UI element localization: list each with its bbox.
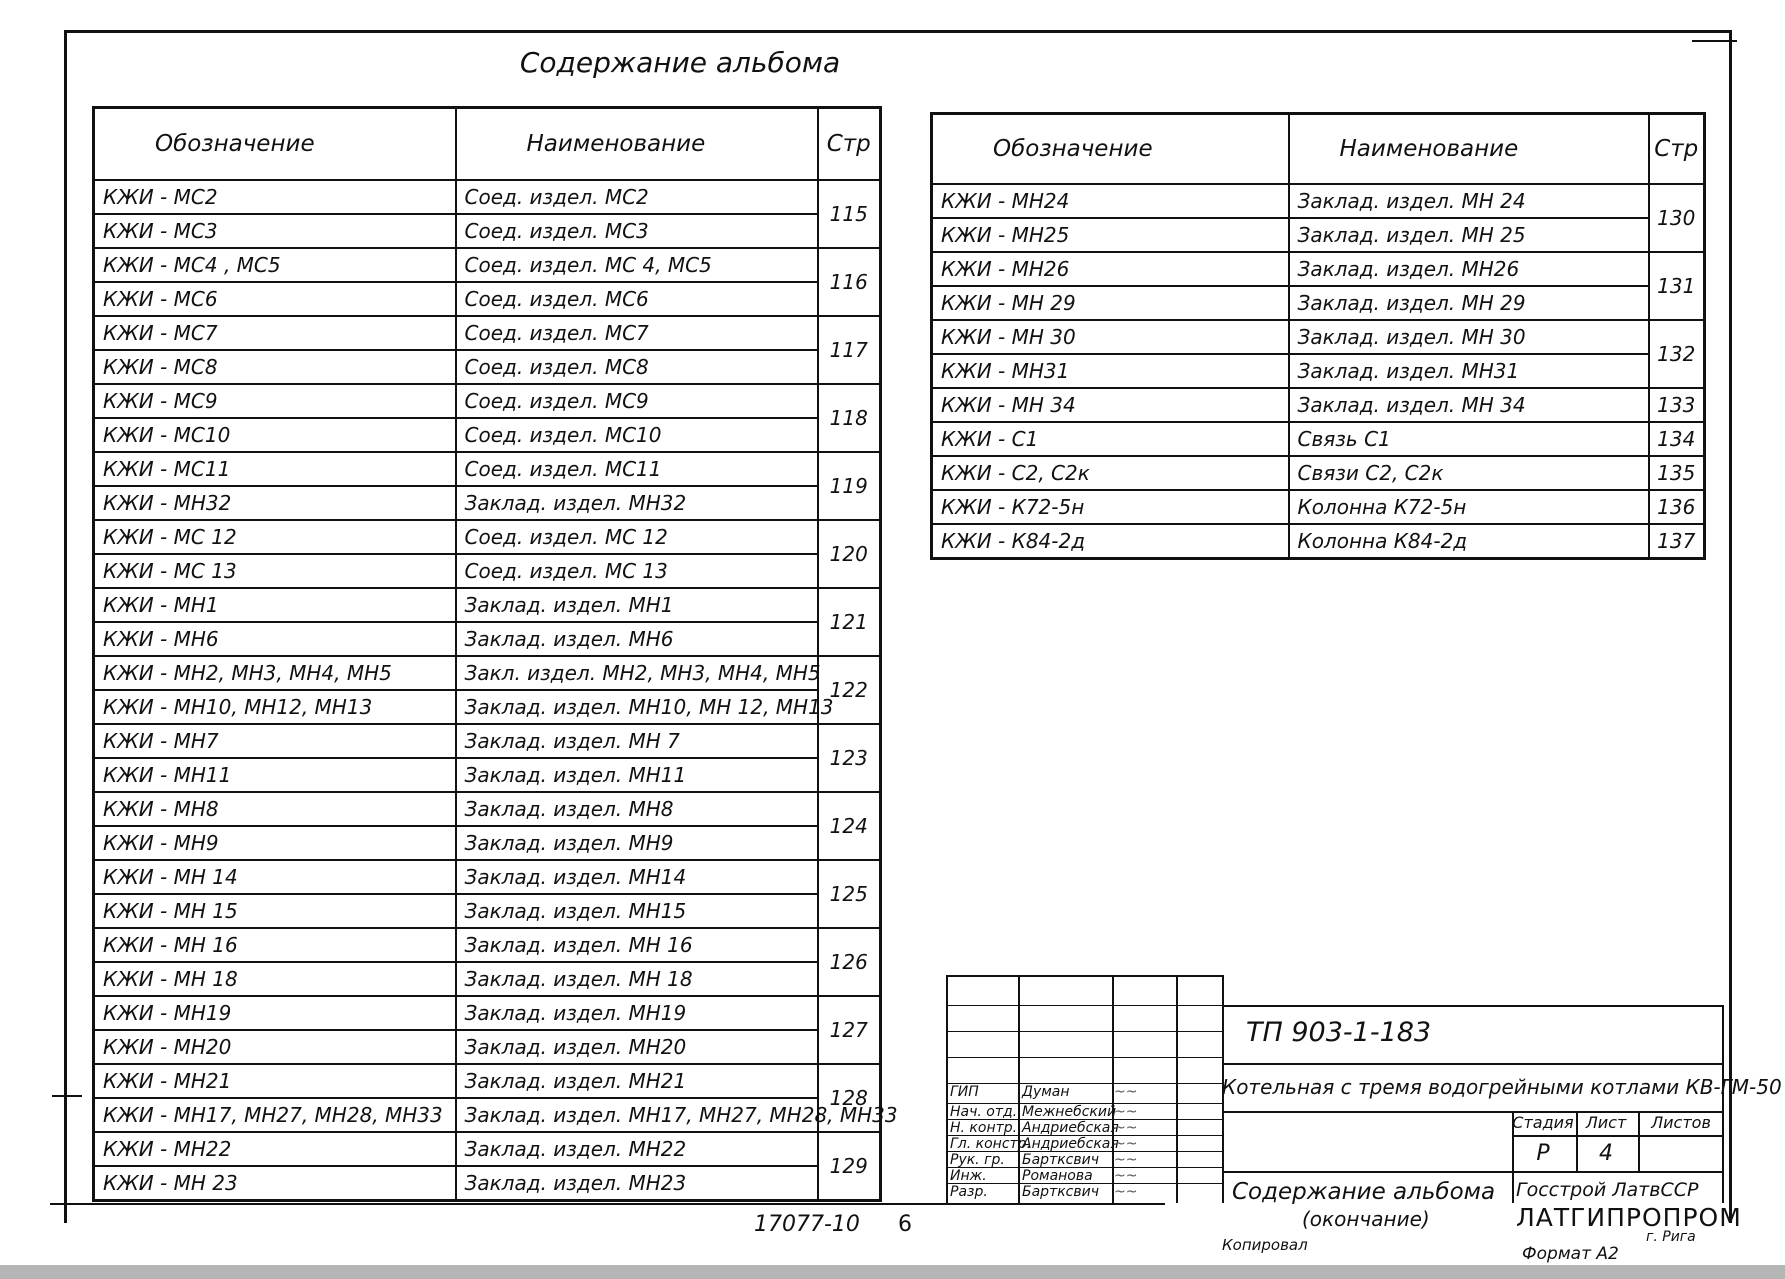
table-row xyxy=(94,1064,881,1098)
row-designation: КЖИ - МН 29 xyxy=(932,286,1289,320)
row-designation: КЖИ - К72-5н xyxy=(932,490,1289,524)
row-designation: КЖИ - МН9 xyxy=(94,826,456,860)
row-name: Соед. издел. МС7 xyxy=(456,316,818,350)
row-designation: КЖИ - МН8 xyxy=(94,792,456,826)
row-designation: КЖИ - МН 34 xyxy=(932,388,1289,422)
row-designation: КЖИ - МС6 xyxy=(94,282,456,316)
row-designation: КЖИ - МН1 xyxy=(94,588,456,622)
row-name: Заклад. издел. МН17, МН27, МН28, МН33 xyxy=(456,1098,818,1132)
stage-value: Р xyxy=(1536,1141,1550,1166)
table-row xyxy=(94,894,881,928)
staff-role: ГИП xyxy=(950,1084,979,1100)
row-designation: КЖИ - МС3 xyxy=(94,214,456,248)
row-name: Заклад. издел. МН15 xyxy=(456,894,818,928)
project-name: Котельная с тремя водогрейными котлами КВ-ГМ-50 xyxy=(1222,1075,1782,1099)
row-page: 129 xyxy=(818,1132,881,1201)
row-name: Связь С1 xyxy=(1289,422,1649,456)
signature-scribble: ~~ xyxy=(1114,1084,1138,1100)
scan-edge-band xyxy=(0,1265,1785,1279)
row-designation: КЖИ - МН26 xyxy=(932,252,1289,286)
row-page: 117 xyxy=(818,316,881,384)
row-name: Колонна К72-5н xyxy=(1289,490,1649,524)
staff-person: Бартксвич xyxy=(1022,1152,1099,1168)
table-row xyxy=(94,962,881,996)
table-row xyxy=(94,384,881,418)
row-name: Соед. издел. МС 12 xyxy=(456,520,818,554)
row-designation: КЖИ - МН 23 xyxy=(94,1166,456,1201)
row-designation: КЖИ - МН20 xyxy=(94,1030,456,1064)
row-designation: КЖИ - МН7 xyxy=(94,724,456,758)
header-page: Стр xyxy=(1649,114,1705,185)
table-row xyxy=(94,860,881,894)
table-row xyxy=(932,184,1705,218)
row-page: 130 xyxy=(1649,184,1705,252)
staff-role: Инж. xyxy=(950,1168,987,1184)
table-row xyxy=(932,354,1705,388)
row-designation: КЖИ - МС10 xyxy=(94,418,456,452)
document-subtitle: (окончание) xyxy=(1302,1207,1430,1231)
row-name: Заклад. издел. МН31 xyxy=(1289,354,1649,388)
title-block xyxy=(946,975,1782,1203)
row-designation: КЖИ - МН22 xyxy=(94,1132,456,1166)
album-sheet-number: 6 xyxy=(898,1212,912,1237)
row-page: 136 xyxy=(1649,490,1705,524)
page-title: Содержание альбома xyxy=(519,46,841,79)
signature-scribble: ~~ xyxy=(1114,1168,1138,1184)
header-designation: Обозначение xyxy=(94,108,456,181)
row-designation: КЖИ - МН6 xyxy=(94,622,456,656)
margin-tick-left xyxy=(52,1095,82,1097)
row-name: Заклад. издел. МН19 xyxy=(456,996,818,1030)
row-name: Соед. издел. МС9 xyxy=(456,384,818,418)
header-designation: Обозначение xyxy=(932,114,1289,185)
staff-role: Рук. гр. xyxy=(950,1152,1005,1168)
sheet-value: 4 xyxy=(1599,1141,1613,1166)
row-designation: КЖИ - МС 13 xyxy=(94,554,456,588)
row-name: Соед. издел. МС 13 xyxy=(456,554,818,588)
row-page: 127 xyxy=(818,996,881,1064)
header-page: Стр xyxy=(818,108,881,181)
row-name: Заклад. издел. МН 29 xyxy=(1289,286,1649,320)
table-row xyxy=(932,490,1705,524)
row-name: Заклад. издел. МН23 xyxy=(456,1166,818,1201)
table-row xyxy=(94,418,881,452)
frame-bottom-rule xyxy=(50,1203,1165,1205)
table-row xyxy=(932,252,1705,286)
header-name: Наименование xyxy=(456,108,818,181)
row-page: 121 xyxy=(818,588,881,656)
row-name: Заклад. издел. МН 25 xyxy=(1289,218,1649,252)
table-row xyxy=(94,792,881,826)
table-header-row xyxy=(94,108,881,181)
table-row xyxy=(94,452,881,486)
table-row xyxy=(94,690,881,724)
staff-role: Нач. отд. xyxy=(950,1104,1018,1120)
row-designation: КЖИ - МН 14 xyxy=(94,860,456,894)
row-name: Соед. издел. МС8 xyxy=(456,350,818,384)
table-row xyxy=(94,1132,881,1166)
row-page: 123 xyxy=(818,724,881,792)
table-row xyxy=(932,218,1705,252)
row-page: 132 xyxy=(1649,320,1705,388)
row-designation: КЖИ - К84-2д xyxy=(932,524,1289,559)
row-name: Заклад. издел. МН11 xyxy=(456,758,818,792)
document-title: Содержание альбома xyxy=(1232,1179,1496,1205)
table-row xyxy=(94,282,881,316)
staff-person: Романова xyxy=(1022,1168,1093,1184)
row-page: 137 xyxy=(1649,524,1705,559)
staff-person: Бартксвич xyxy=(1022,1184,1099,1200)
row-name: Заклад. издел. МН21 xyxy=(456,1064,818,1098)
table-row xyxy=(932,286,1705,320)
row-designation: КЖИ - МН 15 xyxy=(94,894,456,928)
row-name: Заклад. издел. МН14 xyxy=(456,860,818,894)
row-name: Заклад. издел. МН22 xyxy=(456,1132,818,1166)
row-designation: КЖИ - МН21 xyxy=(94,1064,456,1098)
table-row xyxy=(94,996,881,1030)
table-row xyxy=(94,758,881,792)
sheets-label: Листов xyxy=(1651,1113,1711,1132)
row-name: Заклад. издел. МН8 xyxy=(456,792,818,826)
staff-person: Думан xyxy=(1022,1084,1070,1100)
row-designation: КЖИ - МН 18 xyxy=(94,962,456,996)
row-name: Заклад. издел. МН1 xyxy=(456,588,818,622)
row-page: 135 xyxy=(1649,456,1705,490)
table-row xyxy=(94,724,881,758)
signature-scribble: ~~ xyxy=(1114,1152,1138,1168)
row-name: Заклад. издел. МН26 xyxy=(1289,252,1649,286)
row-name: Колонна К84-2д xyxy=(1289,524,1649,559)
row-designation: КЖИ - МН24 xyxy=(932,184,1289,218)
staff-role: Н. контр. xyxy=(950,1120,1018,1136)
row-designation: КЖИ - С2, С2к xyxy=(932,456,1289,490)
table-row xyxy=(94,656,881,690)
row-name: Заклад. издел. МН 7 xyxy=(456,724,818,758)
row-name: Заклад. издел. МН 34 xyxy=(1289,388,1649,422)
table-row xyxy=(94,316,881,350)
row-name: Соед. издел. МС2 xyxy=(456,180,818,214)
table-row xyxy=(94,1030,881,1064)
contents-table-right xyxy=(930,112,1706,560)
row-page: 128 xyxy=(818,1064,881,1132)
table-row xyxy=(932,320,1705,354)
sheet-label: Лист xyxy=(1585,1113,1627,1132)
row-page: 124 xyxy=(818,792,881,860)
table-row xyxy=(94,928,881,962)
row-name: Соед. издел. МС10 xyxy=(456,418,818,452)
row-designation: КЖИ - МН32 xyxy=(94,486,456,520)
copied-by-label: Копировал xyxy=(1222,1236,1308,1254)
organization-name: ЛАТГИПРОПРОМ xyxy=(1516,1203,1742,1232)
row-name: Заклад. издел. МН9 xyxy=(456,826,818,860)
staff-role: Разр. xyxy=(950,1184,988,1200)
row-designation: КЖИ - МС8 xyxy=(94,350,456,384)
row-page: 116 xyxy=(818,248,881,316)
row-page: 126 xyxy=(818,928,881,996)
row-name: Соед. издел. МС3 xyxy=(456,214,818,248)
row-designation: КЖИ - МН 16 xyxy=(94,928,456,962)
row-designation: КЖИ - МН31 xyxy=(932,354,1289,388)
header-name: Наименование xyxy=(1289,114,1649,185)
row-name: Заклад. издел. МН10, МН 12, МН13 xyxy=(456,690,818,724)
row-name: Заклад. издел. МН32 xyxy=(456,486,818,520)
row-name: Заклад. издел. МН 16 xyxy=(456,928,818,962)
staff-person: Межнебский xyxy=(1022,1104,1117,1120)
row-name: Соед. издел. МС 4, МС5 xyxy=(456,248,818,282)
signature-scribble: ~~ xyxy=(1114,1120,1138,1136)
table-row xyxy=(932,524,1705,559)
row-designation: КЖИ - МН2, МН3, МН4, МН5 xyxy=(94,656,456,690)
document-code: ТП 903-1-183 xyxy=(1246,1017,1432,1048)
row-page: 115 xyxy=(818,180,881,248)
staff-role: Гл. констр. xyxy=(950,1136,1032,1152)
row-name: Закл. издел. МН2, МН3, МН4, МН5 xyxy=(456,656,818,690)
table-row xyxy=(932,388,1705,422)
row-page: 122 xyxy=(818,656,881,724)
row-designation: КЖИ - МС4 , МС5 xyxy=(94,248,456,282)
row-name: Связи С2, С2к xyxy=(1289,456,1649,490)
table-row xyxy=(94,214,881,248)
row-page: 119 xyxy=(818,452,881,520)
stage-label: Стадия xyxy=(1512,1113,1574,1132)
table-row xyxy=(94,248,881,282)
table-header-row xyxy=(932,114,1705,185)
row-name: Соед. издел. МС11 xyxy=(456,452,818,486)
row-name: Заклад. издел. МН6 xyxy=(456,622,818,656)
staff-person: Андриебская xyxy=(1022,1120,1119,1136)
row-designation: КЖИ - МС 12 xyxy=(94,520,456,554)
table-row xyxy=(94,826,881,860)
row-designation: КЖИ - МН19 xyxy=(94,996,456,1030)
row-page: 118 xyxy=(818,384,881,452)
table-row xyxy=(932,456,1705,490)
table-row xyxy=(94,520,881,554)
row-designation: КЖИ - С1 xyxy=(932,422,1289,456)
table-row xyxy=(94,486,881,520)
row-page: 120 xyxy=(818,520,881,588)
row-designation: КЖИ - МН11 xyxy=(94,758,456,792)
margin-tick-top xyxy=(1692,40,1737,42)
row-name: Заклад. издел. МН 18 xyxy=(456,962,818,996)
signature-scribble: ~~ xyxy=(1114,1136,1138,1152)
paper-format: Формат А2 xyxy=(1522,1244,1619,1264)
row-designation: КЖИ - МС2 xyxy=(94,180,456,214)
row-designation: КЖИ - МС9 xyxy=(94,384,456,418)
table-row xyxy=(94,622,881,656)
row-name: Заклад. издел. МН 24 xyxy=(1289,184,1649,218)
table-row xyxy=(932,422,1705,456)
row-page: 133 xyxy=(1649,388,1705,422)
row-designation: КЖИ - МН25 xyxy=(932,218,1289,252)
staff-person: Андриебская xyxy=(1022,1136,1119,1152)
row-designation: КЖИ - МН17, МН27, МН28, МН33 xyxy=(94,1098,456,1132)
row-name: Соед. издел. МС6 xyxy=(456,282,818,316)
row-page: 134 xyxy=(1649,422,1705,456)
signature-scribble: ~~ xyxy=(1114,1104,1138,1120)
row-page: 125 xyxy=(818,860,881,928)
table-row xyxy=(94,350,881,384)
table-row xyxy=(94,180,881,214)
row-designation: КЖИ - МС7 xyxy=(94,316,456,350)
signature-scribble: ~~ xyxy=(1114,1184,1138,1200)
table-row xyxy=(94,588,881,622)
table-row xyxy=(94,554,881,588)
row-designation: КЖИ - МН 30 xyxy=(932,320,1289,354)
organization-ministry: Госстрой ЛатвССР xyxy=(1516,1179,1699,1201)
row-designation: КЖИ - МН10, МН12, МН13 xyxy=(94,690,456,724)
inventory-number: 17077-10 xyxy=(754,1212,860,1237)
table-row xyxy=(94,1098,881,1132)
row-designation: КЖИ - МС11 xyxy=(94,452,456,486)
row-name: Заклад. издел. МН 30 xyxy=(1289,320,1649,354)
row-name: Заклад. издел. МН20 xyxy=(456,1030,818,1064)
contents-table-left xyxy=(92,106,898,1202)
row-page: 131 xyxy=(1649,252,1705,320)
organization-city: г. Рига xyxy=(1646,1229,1696,1245)
table-row xyxy=(94,1166,881,1201)
